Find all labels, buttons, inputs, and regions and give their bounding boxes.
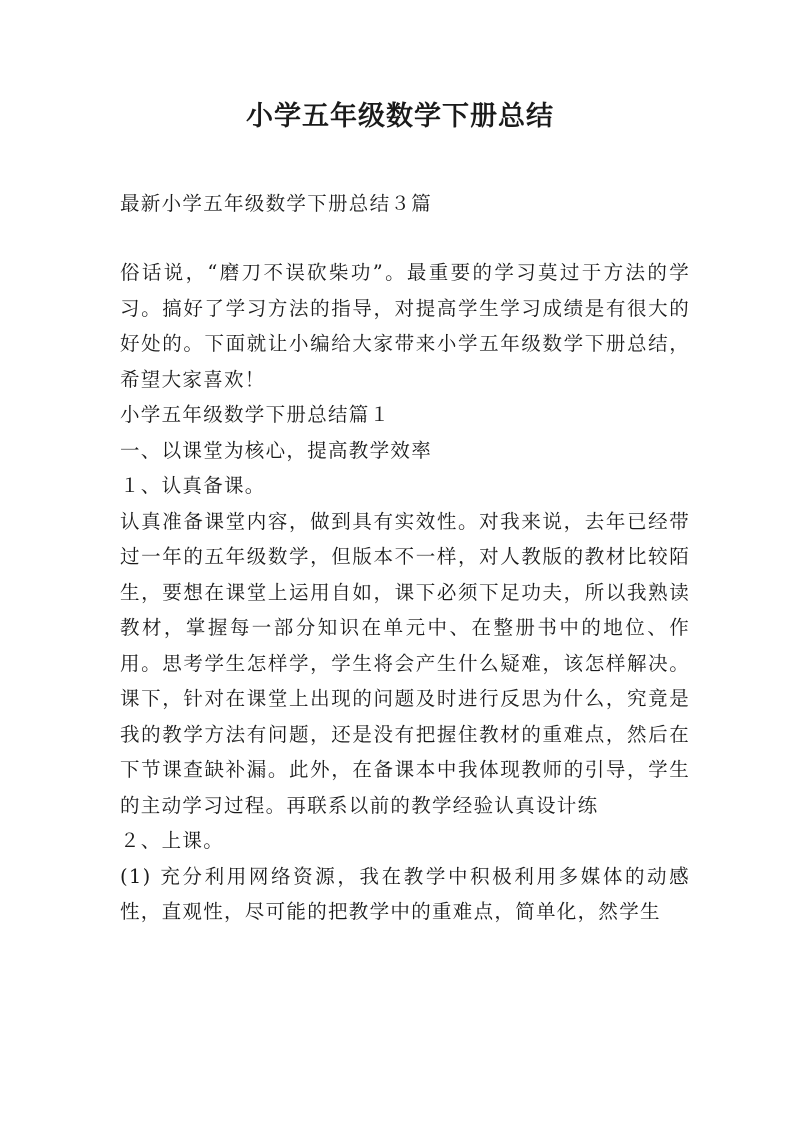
document-subtitle: 最新小学五年级数学下册总结３篇 [120, 192, 433, 215]
document-title: 小学五年级数学下册总结 [246, 101, 554, 132]
body-paragraph: (1) 充分利用网络资源，我在教学中积极利用多媒体的动感性，直观性，尽可能的把教学中的重难点，简单化，然学生 [120, 864, 690, 923]
body-paragraph: 认真准备课堂内容，做到具有实效性。对我来说，去年已经带过一年的五年级数学，但版本不一样，对人教版的教材比较陌生，要想在课堂上运用自如，课下必须下足功夫，所以我熟读教材，掌握每一部分知识在单元中、在整册书中的地位、作用。思考学生怎样学，学生将会产生什么疑难，该怎样解决。课下，针对在课堂上出现的问题及时进行反思为什么，究竟是我的教学方法有问题，还是没有把握住教材的重难点，然后在下节课查缺补漏。此外，在备课本中我体现教师的引导，学生的主动学习过程。再联系以前的教学经验认真设计练 [120, 509, 690, 817]
list-item-heading: １、认真备课。 [120, 474, 266, 497]
document-body [120, 255, 690, 930]
list-item-heading: ２、上课。 [120, 829, 225, 852]
section-heading: 小学五年级数学下册总结篇１ [120, 403, 391, 426]
intro-paragraph: 俗话说，“磨刀不误砍柴功”。最重要的学习莫过于方法的学习。搞好了学习方法的指导，对提高学生学习成绩是有很大的好处的。下面就让小编给大家带来小学五年级数学下册总结，希望大家喜欢！ [120, 261, 690, 391]
subsection-heading: 一、以课堂为核心，提高教学效率 [120, 438, 433, 462]
